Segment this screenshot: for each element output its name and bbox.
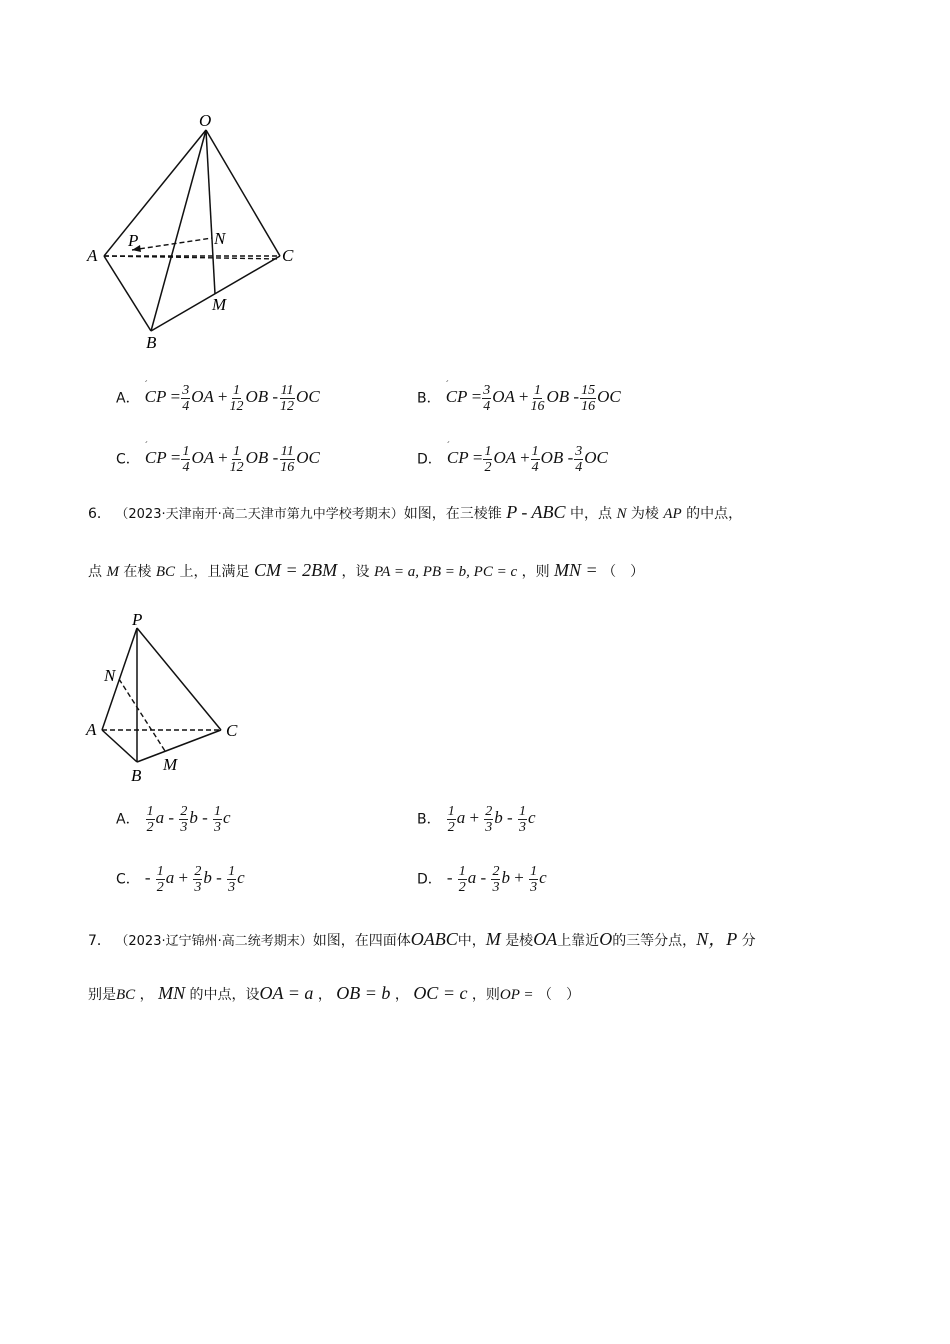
q6-option-a[interactable]: A． $\frac{1}{2}$ a - $\frac{2}{3}$ b - $\frac{1}{3}$ c	[116, 804, 231, 835]
q5-option-a[interactable]: A． ˊ CP = $\frac{3}{4}$ OA + $\frac{1}{12}$ OB - $\frac{11}{12}$ OC	[116, 379, 320, 414]
label-P: P	[128, 231, 139, 250]
figure-tetrahedron-oabc	[80, 108, 310, 358]
question-source: （2023·辽宁锦州·高二统考期末）	[115, 934, 313, 949]
answer-blank: （ ）	[602, 564, 645, 580]
answer-blank: （ ）	[537, 987, 580, 1003]
q7-line2: 别是BC ， MN 的中点，设OA = a ， OB = b ， OC = c ，则OP = （ ）	[88, 983, 580, 1003]
label-A: A	[86, 720, 97, 739]
option-label: C．	[116, 451, 140, 468]
vector-cp: CP	[446, 448, 469, 468]
label-O: O	[199, 111, 212, 130]
figure-pyramid-pabc	[80, 608, 250, 783]
label-P: P	[132, 610, 143, 629]
option-label: D．	[417, 871, 442, 888]
q6-option-c[interactable]: C． - $\frac{1}{2}$ a + $\frac{2}{3}$ b - $\frac{1}{3}$ c	[116, 864, 245, 895]
label-M: M	[212, 295, 227, 314]
label-A: A	[87, 246, 98, 265]
q6-line1: 6． （2023·天津南开·高二天津市第九中学校考期末）如图，在三棱锥 P - ABC 中，点 N 为棱 AP 的中点，	[88, 502, 743, 522]
question-source: （2023·天津南开·高二天津市第九中学校考期末）	[115, 507, 404, 522]
q5-option-c[interactable]: C． ˊ CP = $\frac{1}{4}$ OA + $\frac{1}{12}$ OB - $\frac{11}{16}$ OC	[116, 440, 320, 475]
option-label: C．	[116, 871, 140, 888]
label-C: C	[226, 721, 238, 740]
label-N: N	[104, 666, 116, 685]
q5-option-b[interactable]: B． ˊ CP = $\frac{3}{4}$ OA + $\frac{1}{16}$ OB - $\frac{15}{16}$ OC	[417, 379, 621, 414]
option-label: D．	[417, 451, 442, 468]
label-C: C	[282, 246, 294, 265]
vector-cp: CP	[144, 387, 167, 407]
label-B: B	[131, 766, 142, 783]
vector-cp: CP	[445, 387, 468, 407]
label-N: N	[214, 229, 226, 248]
label-M: M	[163, 755, 178, 774]
q5-option-d[interactable]: D． ˊ CP = $\frac{1}{2}$ OA + $\frac{1}{4}$ OB - $\frac{3}{4}$ OC	[417, 440, 608, 475]
question-number: 6．	[88, 506, 111, 522]
q7-line1: 7． （2023·辽宁锦州·高二统考期末）如图，在四面体OABC中，M 是棱OA上靠近O的三等分点，N，P 分	[88, 929, 756, 949]
option-label: B．	[417, 811, 441, 828]
vector-cp: CP	[144, 448, 167, 468]
option-label: A．	[116, 390, 140, 407]
option-label: B．	[417, 390, 441, 407]
option-label: A．	[116, 811, 140, 828]
question-number: 7．	[88, 933, 111, 949]
label-B: B	[146, 333, 157, 352]
q6-line2: 点 M 在棱 BC 上，且满足 CM = 2BM ，设 PA = a, PB = b, PC = c ，则 MN = （ ）	[88, 560, 645, 580]
q6-option-d[interactable]: D． - $\frac{1}{2}$ a - $\frac{2}{3}$ b + $\frac{1}{3}$ c	[417, 864, 547, 895]
q6-option-b[interactable]: B． $\frac{1}{2}$ a + $\frac{2}{3}$ b - $\frac{1}{3}$ c	[417, 804, 536, 835]
